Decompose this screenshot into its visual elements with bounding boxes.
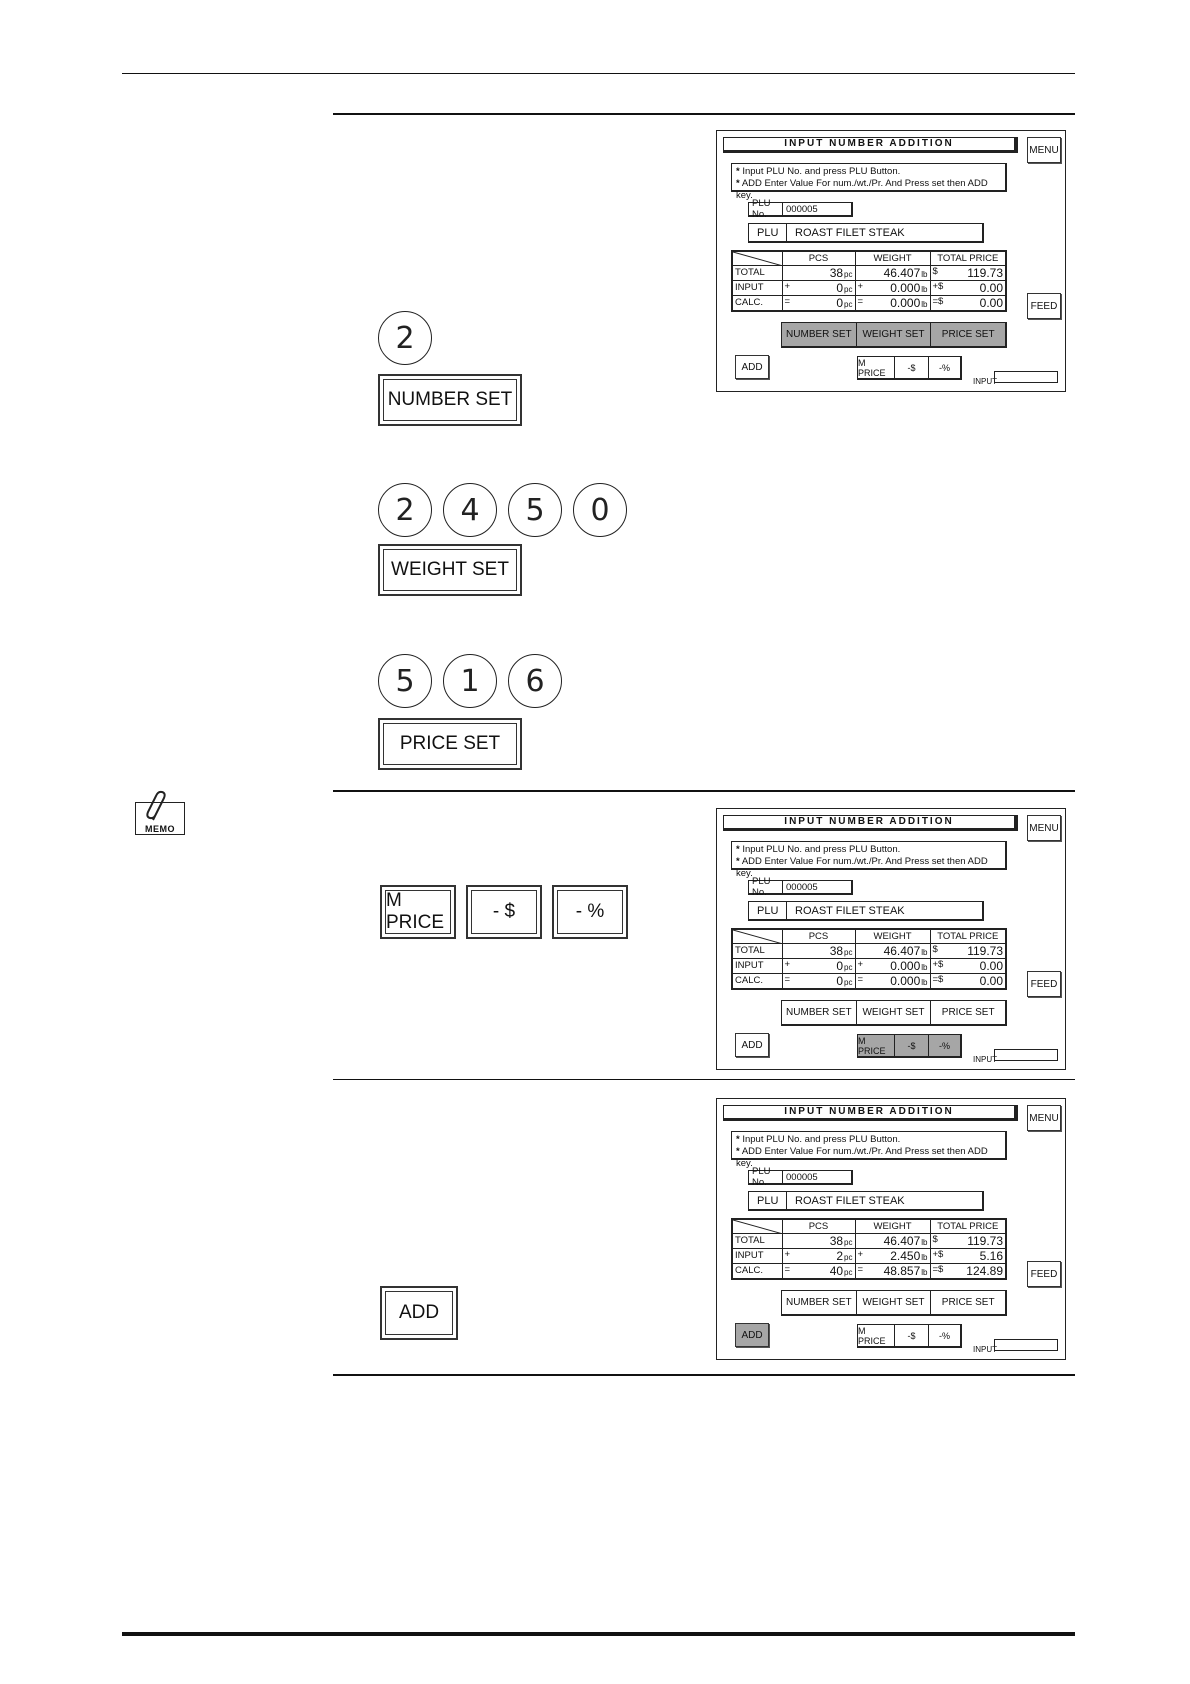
m-price-button[interactable]: M PRICE — [858, 1035, 895, 1056]
calc-weight-cell: = 0.000lb — [855, 295, 930, 311]
instruction-line-2: * ADD Enter Value For num./wt./Pr. And Press set then ADD key. — [736, 1146, 988, 1169]
set-buttons — [781, 1000, 1007, 1026]
plu-name-field — [748, 1191, 984, 1211]
plu-number-label: PLU No. — [749, 1171, 783, 1183]
section-rule-2 — [333, 790, 1075, 792]
calc-price-cell: =$ 0.00 — [930, 973, 1006, 989]
paperclip-icon — [145, 790, 171, 824]
instruction-box — [731, 163, 1007, 201]
minus-dollar-button[interactable]: -$ — [895, 1325, 929, 1346]
scale-screen — [716, 1098, 1066, 1360]
scale-screen — [716, 130, 1066, 392]
feed-button[interactable]: FEED — [1027, 1261, 1061, 1287]
key-2[interactable]: 2 — [378, 483, 432, 537]
plu-number-label: PLU No. — [749, 203, 783, 215]
row-label: CALC. — [732, 1263, 782, 1279]
total-pcs: 38 — [829, 943, 844, 958]
calc-pcs: 0 — [836, 973, 844, 988]
weight-set-button[interactable]: WEIGHT SET — [857, 1291, 932, 1314]
number-set-button[interactable]: NUMBER SET — [782, 1001, 857, 1024]
input-pcs: 2 — [836, 1248, 844, 1263]
minus-dollar-button[interactable]: -$ — [895, 1035, 929, 1056]
total-weight-cell: 46.407lb — [855, 265, 930, 280]
m-price-key[interactable] — [380, 885, 456, 939]
col-total-price: TOTAL PRICE — [930, 251, 1006, 265]
section-rule-top — [333, 113, 1075, 115]
col-pcs: PCS — [782, 1219, 855, 1233]
calc-weight: 0.000 — [890, 295, 921, 310]
number-set-button[interactable]: NUMBER SET — [782, 323, 857, 346]
input-pcs-cell: + 0pc — [782, 958, 855, 973]
feed-button[interactable]: FEED — [1027, 971, 1061, 997]
key-4[interactable]: 4 — [443, 483, 497, 537]
plu-label: PLU — [749, 224, 787, 241]
key-6[interactable]: 6 — [508, 654, 562, 708]
number-set-button[interactable]: NUMBER SET — [782, 1291, 857, 1314]
calc-pcs: 0 — [836, 295, 844, 310]
row-label: CALC. — [732, 295, 782, 311]
col-total-price: TOTAL PRICE — [930, 929, 1006, 943]
menu-button[interactable]: MENU — [1027, 1105, 1061, 1131]
memo-label: MEMO — [145, 824, 175, 834]
input-field[interactable] — [994, 371, 1058, 383]
key-2[interactable]: 2 — [378, 311, 432, 365]
instruction-line-2: * ADD Enter Value For num./wt./Pr. And Press set then ADD key. — [736, 178, 988, 201]
weight-set-key-label: WEIGHT SET — [383, 549, 517, 591]
input-price: 0.00 — [979, 280, 1003, 295]
total-weight: 46.407 — [883, 265, 921, 280]
col-total-price: TOTAL PRICE — [930, 1219, 1006, 1233]
markdown-buttons — [857, 1034, 962, 1058]
input-label: INPUT — [973, 1345, 997, 1354]
minus-percent-button[interactable]: -% — [929, 1035, 960, 1056]
set-buttons — [781, 1290, 1007, 1316]
add-button[interactable]: ADD — [735, 1033, 769, 1057]
corner-cell — [732, 251, 782, 265]
minus-dollar-key-label: - $ — [471, 890, 537, 934]
minus-percent-key[interactable] — [552, 885, 628, 939]
plu-label: PLU — [749, 902, 787, 919]
total-price: 119.73 — [967, 943, 1003, 958]
row-label: TOTAL — [732, 265, 782, 280]
add-button[interactable]: ADD — [735, 1323, 769, 1347]
weight-set-key[interactable] — [378, 544, 522, 596]
plu-name-field — [748, 223, 984, 243]
totals-table — [731, 250, 1007, 312]
total-weight: 46.407 — [883, 1233, 921, 1248]
markdown-buttons — [857, 356, 962, 380]
total-pcs: 38 — [829, 265, 844, 280]
corner-cell — [732, 1219, 782, 1233]
plu-number-value: 000005 — [786, 881, 818, 893]
corner-cell — [732, 929, 782, 943]
plu-name-value: ROAST FILET STEAK — [795, 904, 905, 917]
total-price-cell: $ 119.73 — [930, 1233, 1006, 1248]
screen-title: INPUT NUMBER ADDITION — [723, 1105, 1018, 1121]
calc-weight-cell: = 0.000lb — [855, 973, 930, 989]
plu-label: PLU — [749, 1192, 787, 1209]
add-button[interactable]: ADD — [735, 355, 769, 379]
row-label: TOTAL — [732, 1233, 782, 1248]
col-weight: WEIGHT — [855, 929, 930, 943]
price-set-button[interactable]: PRICE SET — [941, 1007, 995, 1018]
table-row — [732, 295, 1006, 311]
input-pcs: 0 — [836, 280, 844, 295]
calc-price: 0.00 — [979, 973, 1003, 988]
input-price-cell: +$ 0.00 — [930, 280, 1006, 295]
key-1[interactable]: 1 — [443, 654, 497, 708]
input-pcs-cell: + 2pc — [782, 1248, 855, 1263]
calc-weight: 0.000 — [890, 973, 921, 988]
row-label: INPUT — [732, 958, 782, 973]
key-5[interactable]: 5 — [508, 483, 562, 537]
key-0[interactable]: 0 — [573, 483, 627, 537]
input-pcs: 0 — [836, 958, 844, 973]
calc-price: 124.89 — [966, 1263, 1003, 1278]
plu-number-field — [748, 198, 853, 220]
table-row — [732, 265, 1006, 280]
scale-screen — [716, 808, 1066, 1070]
calc-pcs: 40 — [829, 1263, 844, 1278]
total-weight-cell: 46.407lb — [855, 1233, 930, 1248]
section-rule-bottom — [333, 1374, 1075, 1376]
input-weight: 0.000 — [890, 280, 921, 295]
instruction-box — [731, 841, 1007, 879]
m-price-button[interactable]: M PRICE — [858, 1325, 895, 1346]
table-row — [732, 973, 1006, 989]
input-price: 5.16 — [979, 1248, 1003, 1263]
row-label: INPUT — [732, 1248, 782, 1263]
row-label: INPUT — [732, 280, 782, 295]
top-rule — [122, 73, 1075, 74]
price-set-key[interactable] — [378, 718, 522, 770]
total-weight-cell: 46.407lb — [855, 943, 930, 958]
input-field[interactable] — [994, 1339, 1058, 1351]
calc-pcs-cell: = 0pc — [782, 973, 855, 989]
diagonal-line — [733, 252, 783, 266]
m-price-button[interactable]: M PRICE — [858, 357, 895, 378]
instruction-line-1: * Input PLU No. and press PLU Button. — [736, 166, 901, 177]
calc-pcs-cell: = 40pc — [782, 1263, 855, 1279]
plu-number-field — [748, 1166, 853, 1188]
minus-percent-button[interactable]: -% — [939, 362, 950, 373]
input-field[interactable] — [994, 1049, 1058, 1061]
number-set-key-label: NUMBER SET — [383, 379, 517, 421]
plu-number-field — [748, 876, 853, 898]
price-set-button[interactable]: PRICE SET — [941, 1297, 995, 1308]
table-row — [732, 943, 1006, 958]
minus-percent-button[interactable]: -% — [939, 1330, 950, 1341]
weight-set-button[interactable]: WEIGHT SET — [857, 1001, 932, 1024]
input-weight-cell: + 2.450lb — [855, 1248, 930, 1263]
price-set-button[interactable]: PRICE SET — [931, 323, 1005, 346]
calc-price-cell: =$ 124.89 — [930, 1263, 1006, 1279]
diagonal-line — [733, 930, 783, 944]
input-weight: 0.000 — [890, 958, 921, 973]
calc-pcs-cell: = 0pc — [782, 295, 855, 311]
key-5[interactable]: 5 — [378, 654, 432, 708]
footer-rule — [122, 1632, 1075, 1636]
total-weight: 46.407 — [883, 943, 921, 958]
screen-title: INPUT NUMBER ADDITION — [723, 137, 1018, 153]
table-row — [732, 958, 1006, 973]
total-price: 119.73 — [967, 1233, 1003, 1248]
memo-icon — [135, 790, 191, 836]
markdown-buttons — [857, 1324, 962, 1348]
calc-weight: 48.857 — [883, 1263, 921, 1278]
plu-name-field — [748, 901, 984, 921]
col-weight: WEIGHT — [855, 251, 930, 265]
totals-table — [731, 1218, 1007, 1280]
set-buttons — [781, 322, 1007, 348]
instruction-line-1: * Input PLU No. and press PLU Button. — [736, 844, 901, 855]
input-price-cell: +$ 0.00 — [930, 958, 1006, 973]
menu-button[interactable]: MENU — [1027, 137, 1061, 163]
total-price-cell: $ 119.73 — [930, 265, 1006, 280]
table-row — [732, 1263, 1006, 1279]
screen-title: INPUT NUMBER ADDITION — [723, 815, 1018, 831]
instruction-box — [731, 1131, 1007, 1169]
input-price-cell: +$ 5.16 — [930, 1248, 1006, 1263]
input-label: INPUT — [973, 1055, 997, 1064]
plu-number-value: 000005 — [786, 1171, 818, 1183]
calc-weight-cell: = 48.857lb — [855, 1263, 930, 1279]
instruction-line-2: * ADD Enter Value For num./wt./Pr. And Press set then ADD key. — [736, 856, 988, 879]
input-weight-cell: + 0.000lb — [855, 280, 930, 295]
total-price-cell: $ 119.73 — [930, 943, 1006, 958]
row-label: CALC. — [732, 973, 782, 989]
feed-button[interactable]: FEED — [1027, 293, 1061, 319]
number-set-key[interactable] — [378, 374, 522, 426]
input-weight-cell: + 0.000lb — [855, 958, 930, 973]
col-pcs: PCS — [782, 929, 855, 943]
table-row — [732, 280, 1006, 295]
plu-number-value: 000005 — [786, 203, 818, 215]
total-pcs: 38 — [829, 1233, 844, 1248]
total-price: 119.73 — [967, 265, 1003, 280]
plu-number-label: PLU No. — [749, 881, 783, 893]
total-pcs-cell: 38pc — [782, 1233, 855, 1248]
input-pcs-cell: + 0pc — [782, 280, 855, 295]
diagonal-line — [733, 1220, 783, 1234]
minus-dollar-key[interactable] — [466, 885, 542, 939]
plu-name-value: ROAST FILET STEAK — [795, 1194, 905, 1207]
calc-price-cell: =$ 0.00 — [930, 295, 1006, 311]
price-set-key-label: PRICE SET — [383, 723, 517, 765]
input-label: INPUT — [973, 377, 997, 386]
row-label: TOTAL — [732, 943, 782, 958]
table-row — [732, 1233, 1006, 1248]
calc-price: 0.00 — [979, 295, 1003, 310]
total-pcs-cell: 38pc — [782, 943, 855, 958]
m-price-key-label: M PRICE — [385, 890, 451, 934]
minus-dollar-button[interactable]: -$ — [895, 357, 929, 378]
weight-set-button[interactable]: WEIGHT SET — [857, 323, 932, 346]
col-weight: WEIGHT — [855, 1219, 930, 1233]
minus-percent-key-label: - % — [557, 890, 623, 934]
input-price: 0.00 — [979, 958, 1003, 973]
input-weight: 2.450 — [890, 1248, 921, 1263]
total-pcs-cell: 38pc — [782, 265, 855, 280]
add-key-label: ADD — [385, 1291, 453, 1335]
table-row — [732, 1248, 1006, 1263]
instruction-line-1: * Input PLU No. and press PLU Button. — [736, 1134, 901, 1145]
menu-button[interactable]: MENU — [1027, 815, 1061, 841]
col-pcs: PCS — [782, 251, 855, 265]
totals-table — [731, 928, 1007, 990]
add-key[interactable] — [380, 1286, 458, 1340]
section-rule-3 — [333, 1079, 1075, 1080]
plu-name-value: ROAST FILET STEAK — [795, 226, 905, 239]
